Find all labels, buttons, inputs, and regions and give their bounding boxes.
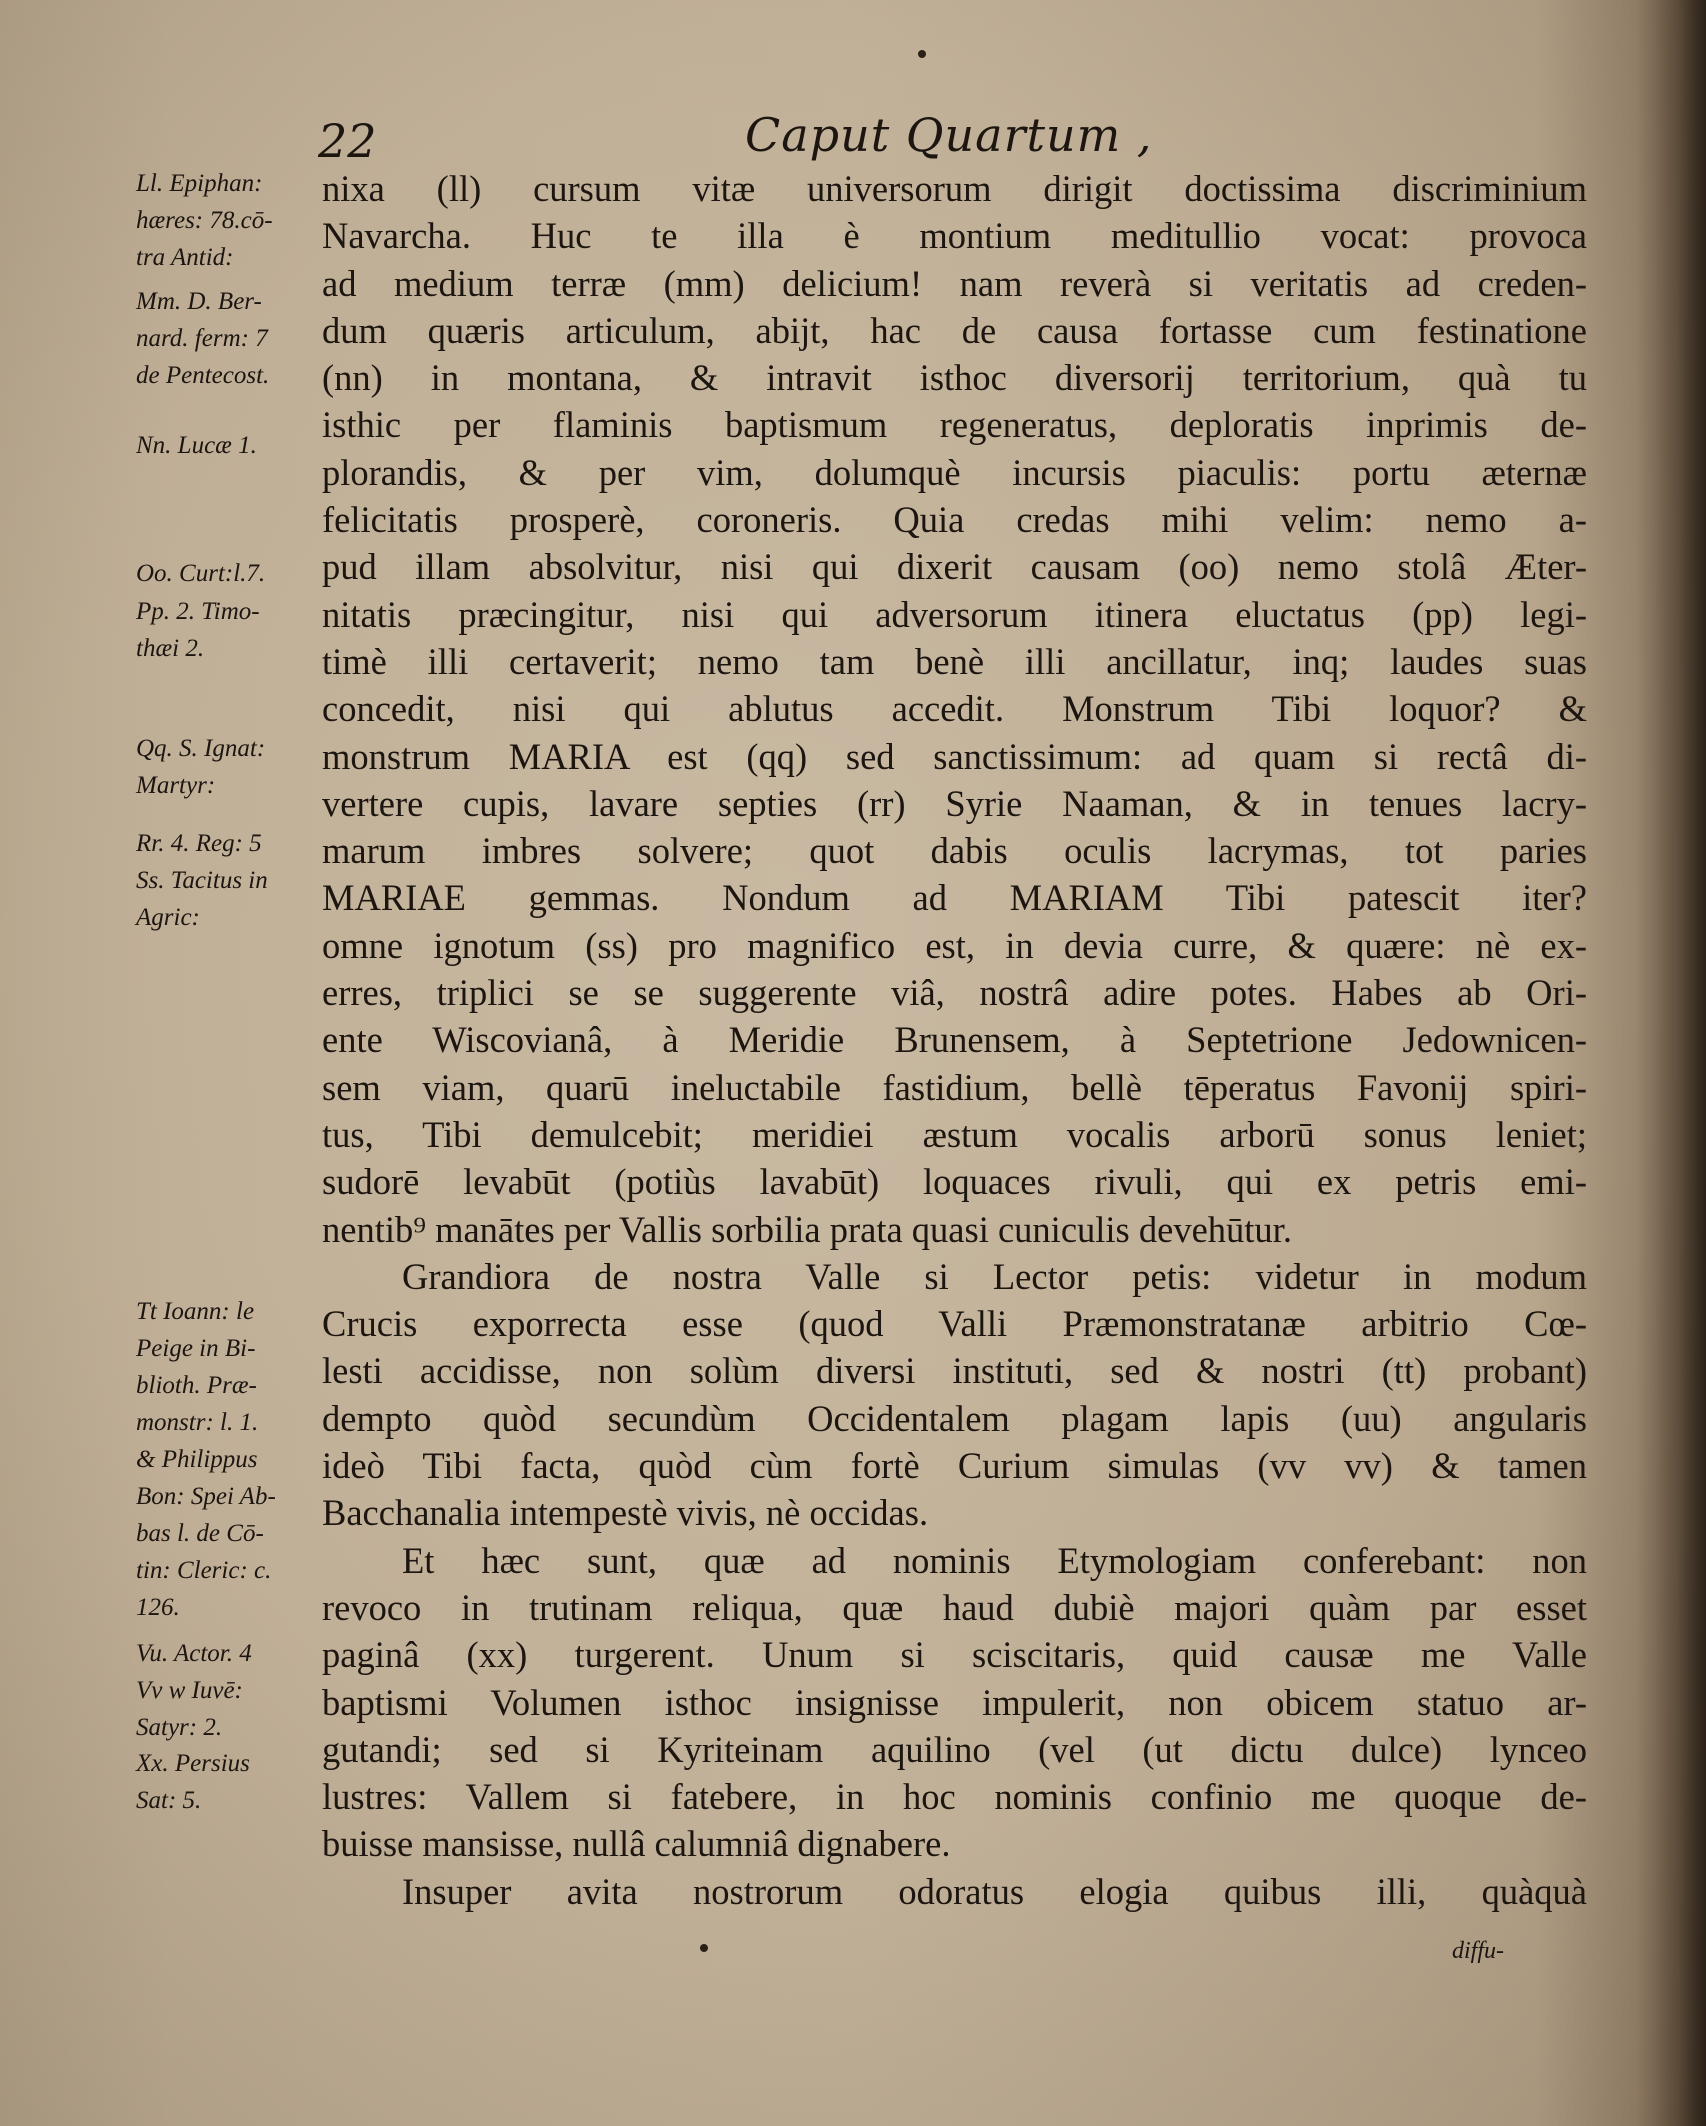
body-line: felicitatis prosperè, coroneris. Quia credas mihi velim: nemo a- [322,499,1587,541]
margin-note-line: Satyr: 2. [136,1714,223,1741]
body-line: revoco in trutinam reliqua, quæ haud dubiè majori quàm par esset [322,1586,1587,1628]
body-line: Et hæc sunt, quæ ad nominis Etymologiam conferebant: non [402,1539,1587,1581]
margin-note-line: hæres: 78.cō- [136,207,273,234]
margin-note-line: Ll. Epiphan: [136,170,263,197]
body-line: lustres: Vallem si fatebere, in hoc nominis confinio me quoque de- [322,1776,1587,1818]
body-line: vertere cupis, lavare septies (rr) Syrie Naaman, & in tenues lacry- [322,782,1587,824]
body-line: Crucis exporrecta esse (quod Valli Præmonstratanæ arbitrio Cœ- [322,1303,1587,1345]
ink-speck [918,50,926,58]
body-line: Bacchanalia intempestè vivis, nè occidas. [322,1492,929,1534]
margin-note-line: Tt Ioann: le [136,1298,255,1325]
margin-note-line: nard. ferm: 7 [136,325,268,352]
body-line: Insuper avita nostrorum odoratus elogia quibus illi, quàquà [402,1870,1587,1912]
margin-note [136,730,320,804]
margin-note [136,427,320,464]
margin-note-line: Peige in Bi- [136,1335,256,1362]
page-edge-shadow [1636,0,1706,2126]
margin-note-line: Ss. Tacitus in [136,867,268,894]
margin-note [136,555,320,592]
body-line: ideò Tibi facta, quòd cùm fortè Curium simulas (vv vv) & tamen [322,1445,1587,1487]
margin-note-line: bas l. de Cō- [136,1520,264,1547]
margin-note-line: 126. [136,1594,180,1621]
page-header [0,108,1706,168]
body-line: nixa (ll) cursum vitæ universorum dirigit doctissima discriminium [322,168,1587,209]
margin-note-line: Bon: Spei Ab- [136,1483,276,1510]
running-head: Caput Quartum , [745,108,1153,162]
margin-note-line: Rr. 4. Reg: 5 [136,830,262,857]
body-line: Grandiora de nostra Valle si Lector petis: videtur in modum [402,1255,1587,1297]
margin-note [136,1745,320,1819]
margin-note-line: Vv w Iuvē: [136,1677,243,1704]
margin-note-line: & Philippus [136,1446,258,1473]
body-line: sem viam, quarū ineluctabile fastidium, bellè tēperatus Favonij spiri- [322,1066,1587,1108]
margin-note [136,165,320,276]
margin-note-line: Martyr: [136,772,216,799]
body-line: MARIAE gemmas. Nondum ad MARIAM Tibi patescit iter? [322,877,1587,919]
body-line: tus, Tibi demulcebit; meridiei æstum vocalis arborū sonus leniet; [322,1113,1587,1155]
body-line: Navarcha. Huc te illa è montium meditullio vocat: provoca [322,215,1587,257]
body-line: sudorē levabūt (potiùs lavabūt) loquaces rivuli, qui ex petris emi- [322,1161,1587,1203]
margin-note [136,825,320,936]
margin-note-line: Pp. 2. Timo- [136,598,260,625]
margin-note-line: de Pentecost. [136,362,270,389]
body-line: dempto quòd secundùm Occidentalem plagam lapis (uu) angularis [322,1397,1587,1439]
body-line: (nn) in montana, & intravit isthoc diversorij territorium, quà tu [322,357,1587,399]
body-line: erres, triplici se se suggerente viâ, nostrâ adire potes. Habes ab Ori- [322,972,1587,1014]
body-line: nentib⁹ manātes per Vallis sorbilia prata quasi cuniculis devehūtur. [322,1208,1292,1250]
margin-note-line: Nn. Lucæ 1. [136,432,257,459]
ink-speck [700,1944,708,1952]
margin-note-line: Sat: 5. [136,1787,202,1814]
margin-note-line: Mm. D. Ber- [136,288,262,315]
margin-note-line: Qq. S. Ignat: [136,735,266,762]
body-line: nitatis præcingitur, nisi qui adversorum itinera eluctatus (pp) legi- [322,593,1587,635]
margin-note-line: monstr: l. 1. [136,1409,259,1436]
margin-note-line: blioth. Præ- [136,1372,257,1399]
body-line: baptismi Volumen isthoc insignisse impulerit, non obicem statuo ar- [322,1681,1587,1723]
catchword: diffu- [1452,1938,1504,1964]
body-line: marum imbres solvere; quot dabis oculis lacrymas, tot paries [322,830,1587,872]
body-line: timè illi certaverit; nemo tam benè illi ancillatur, inq; laudes suas [322,640,1587,682]
body-line: lesti accidisse, non solùm diversi instituti, sed & nostri (tt) probant) [322,1350,1587,1392]
margin-note-line: tin: Cleric: c. [136,1557,272,1584]
body-line: ente Wiscovianâ, à Meridie Brunensem, à Septetrione Jedownicen- [322,1019,1587,1061]
margin-note-line: Agric: [136,904,200,931]
body-line: pud illam absolvitur, nisi qui dixerit causam (oo) nemo stolâ Æter- [322,546,1587,588]
body-line: isthic per flaminis baptismum regeneratus, deploratis inprimis de- [322,404,1587,446]
body-line: paginâ (xx) turgerent. Unum si sciscitaris, quid causæ me Valle [322,1634,1587,1676]
margin-note-line: Oo. Curt:l.7. [136,560,266,587]
margin-note-line: thæi 2. [136,635,205,662]
margin-note [136,593,320,667]
margin-note-line: Xx. Persius [136,1750,250,1777]
body-line: dum quæris articulum, abijt, hac de causa fortasse cum festinatione [322,309,1587,351]
margin-note-line: tra Antid: [136,244,234,271]
body-line: plorandis, & per vim, dolumquè incursis piaculis: portu æternæ [322,451,1587,493]
margin-note-line: Vu. Actor. 4 [136,1640,252,1667]
body-line: ad medium terræ (mm) delicium! nam reverà si veritatis ad creden- [322,262,1587,304]
body-text [322,165,1587,1915]
margin-note [136,283,320,394]
body-line: gutandi; sed si Kyriteinam aquilino (vel (ut dictu dulce) lynceo [322,1728,1587,1770]
body-line: buisse mansisse, nullâ calumniâ dignabere. [322,1823,951,1865]
page-number: 22 [318,114,377,168]
body-line: concedit, nisi qui ablutus accedit. Monstrum Tibi loquor? & [322,688,1587,730]
body-line: omne ignotum (ss) pro magnifico est, in devia curre, & quære: nè ex- [322,924,1587,966]
margin-note [136,1635,320,1746]
body-line: monstrum MARIA est (qq) sed sanctissimum: ad quam si rectâ di- [322,735,1587,777]
margin-note [136,1293,320,1626]
